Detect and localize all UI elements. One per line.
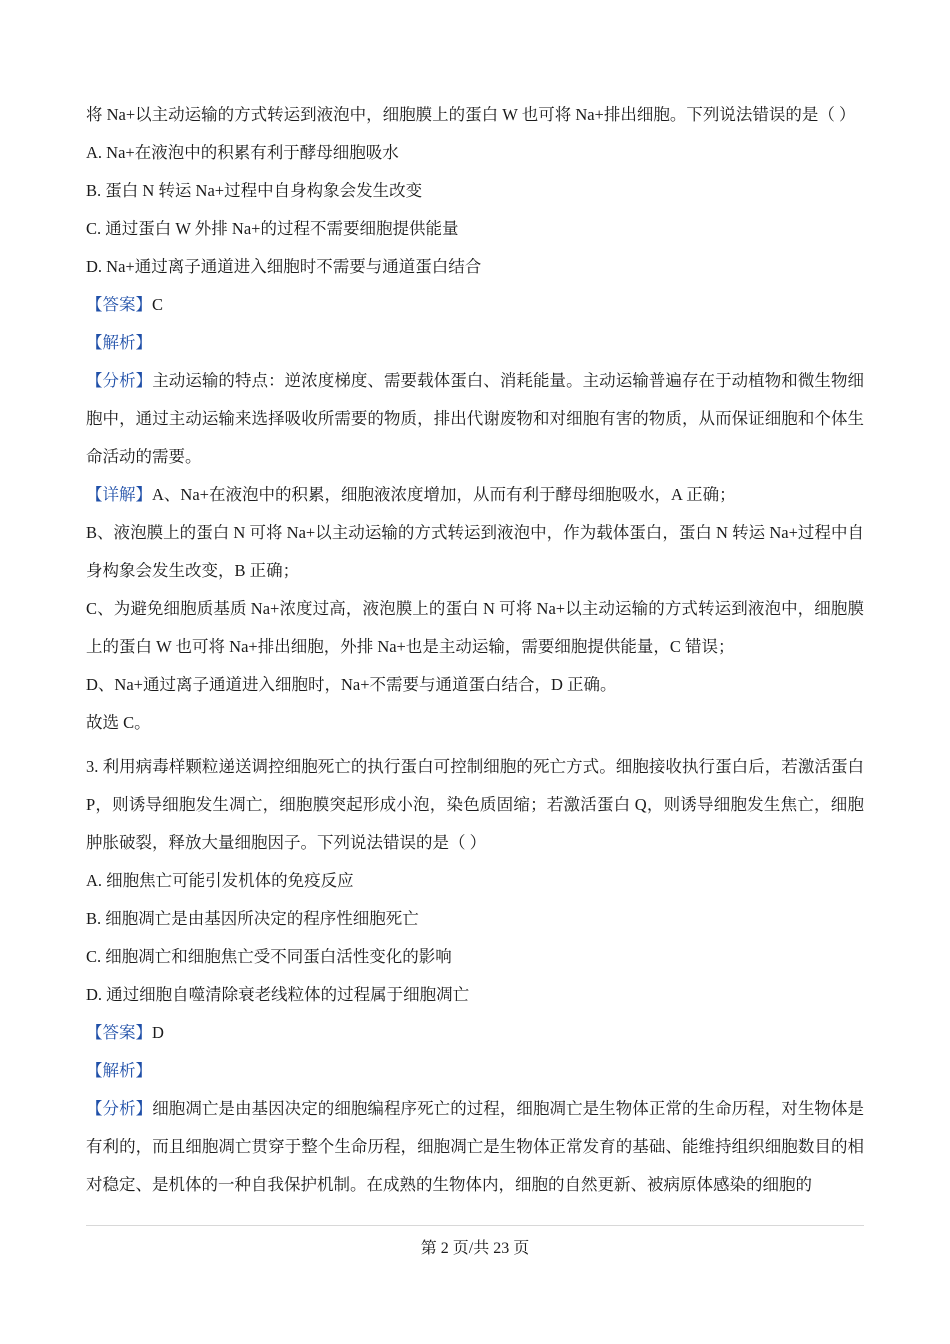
question3-answer-line — [86, 1014, 864, 1052]
question3-option-d: D. 通过细胞自噬清除衰老线粒体的过程属于细胞凋亡 — [86, 985, 470, 1004]
question3-stem-text: 利用病毒样颗粒递送调控细胞死亡的执行蛋白可控制细胞的死亡方式。细胞接收执行蛋白后，若激活蛋白 P，则诱导细胞发生凋亡，细胞膜突起形成小泡，染色质固缩；若激活蛋白 Q，则诱导细胞发生焦亡，细胞肿胀破裂，释放大量细胞因子。下列说法错误的是（ ） — [86, 757, 865, 852]
question3-stem — [86, 748, 864, 862]
answer-tag: 【答案】 — [86, 1023, 152, 1042]
question2-xiangjie-b: B、液泡膜上的蛋白 N 可将 Na+以主动运输的方式转运到液泡中，作为载体蛋白，蛋白 N 转运 Na+过程中自身构象会发生改变，B 正确； — [86, 523, 864, 580]
question2-conclusion: 故选 C。 — [86, 713, 151, 732]
question3-option-a: A. 细胞焦亡可能引发机体的免疫反应 — [86, 871, 354, 890]
question2-option-b: B. 蛋白 N 转运 Na+过程中自身构象会发生改变 — [86, 181, 423, 200]
fenxi-tag: 【分析】 — [86, 1099, 153, 1118]
question3-analysis-tag: 【解析】 — [86, 1061, 152, 1080]
answer-value: C — [152, 295, 164, 314]
fenxi-text: 细胞凋亡是由基因决定的细胞编程序死亡的过程，细胞凋亡是生物体正常的生命历程，对生物体是有利的，而且细胞凋亡贯穿于整个生命历程，细胞凋亡是生物体正常发育的基础、能维持组织细胞数目的相对稳定、是机体的一种自我保护机制。在成熟的生物体内，细胞的自然更新、被病原体感染的细胞的 — [86, 1099, 865, 1194]
footer-divider — [86, 1225, 864, 1226]
question3-fenxi — [86, 1090, 864, 1204]
question2-xiangjie-d: D、Na+通过离子通道进入细胞时，Na+不需要与通道蛋白结合，D 正确。 — [86, 675, 617, 694]
question2-xiangjie-c: C、为避免细胞质基质 Na+浓度过高，液泡膜上的蛋白 N 可将 Na+以主动运输的方式转运到液泡中，细胞膜上的蛋白 W 也可将 Na+排出细胞，外排 Na+也是主动运输，需要细胞提供能量，C 错误； — [86, 599, 864, 656]
answer-tag: 【答案】 — [86, 295, 152, 314]
answer-value: D — [152, 1023, 164, 1042]
xiangjie-tag: 【详解】 — [86, 485, 152, 504]
question2-stem: 将 Na+以主动运输的方式转运到液泡中，细胞膜上的蛋白 W 也可将 Na+排出细胞。下列说法错误的是（ ） — [86, 105, 856, 124]
fenxi-tag: 【分析】 — [86, 371, 153, 390]
page-footer: 第 2 页/共 23 页 — [420, 1240, 530, 1257]
question2-option-a: A. Na+在液泡中的积累有利于酵母细胞吸水 — [86, 143, 399, 162]
question3-option-c: C. 细胞凋亡和细胞焦亡受不同蛋白活性变化的影响 — [86, 947, 452, 966]
question2-fenxi — [86, 362, 864, 476]
question2-analysis-tag: 【解析】 — [86, 333, 152, 352]
question3-option-b: B. 细胞凋亡是由基因所决定的程序性细胞死亡 — [86, 909, 419, 928]
question2-option-c: C. 通过蛋白 W 外排 Na+的过程不需要细胞提供能量 — [86, 219, 459, 238]
question2-option-d: D. Na+通过离子通道进入细胞时不需要与通道蛋白结合 — [86, 257, 482, 276]
question2-answer-line — [86, 286, 864, 324]
xiangjie-line-a: A、Na+在液泡中的积累，细胞液浓度增加，从而有利于酵母细胞吸水，A 正确； — [152, 485, 736, 504]
fenxi-text: 主动运输的特点：逆浓度梯度、需要载体蛋白、消耗能量。主动运输普遍存在于动植物和微生物细胞中，通过主动运输来选择吸收所需要的物质，排出代谢废物和对细胞有害的物质，从而保证细胞和个体生命活动的需要。 — [86, 371, 865, 466]
question2-xiangjie-first — [86, 476, 864, 514]
question3-number: 3. — [86, 757, 99, 776]
